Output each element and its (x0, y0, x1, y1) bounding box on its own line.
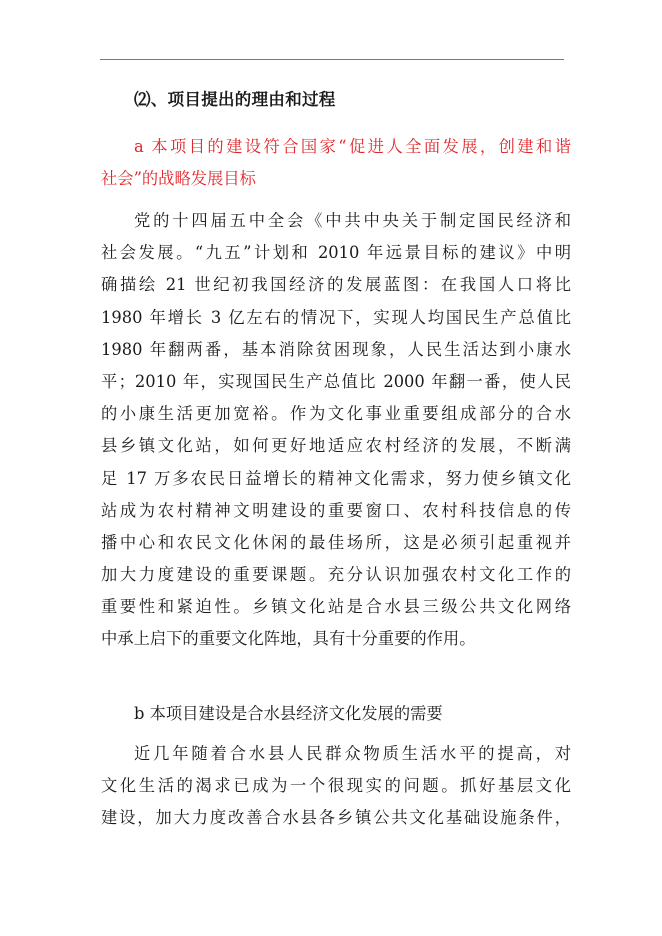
text-line: 的小康生活更加宽裕。作为文化事业重要组成部分的合水 (101, 404, 571, 424)
text-line: 平；2010 年，实现国民生产总值比 2000 年翻一番，使人民 (101, 371, 571, 391)
text-line: 站成为农村精神文明建设的重要窗口、农村科技信息的传 (101, 500, 571, 520)
text-line: 足 17 万多农民日益增长的精神文化需求，努力使乡镇文化 (101, 468, 571, 488)
text-line: b 本项目建设是合水县经济文化发展的需要 (134, 704, 443, 723)
point-a-paragraph (101, 131, 571, 195)
text-line: 播中心和农民文化休闲的最佳场所，这是必须引起重视并 (101, 532, 571, 552)
header-rule (100, 59, 564, 60)
text-line: 社会发展。“九五”计划和 2010 年远景目标的建议》中明 (101, 243, 571, 263)
text-line: 县乡镇文化站，如何更好地适应农村经济的发展，不断满 (101, 436, 571, 456)
last-paragraph (101, 738, 571, 835)
text-line: 近几年随着合水县人民群众物质生活水平的提高，对 (134, 744, 571, 763)
text-line: 加大力度建设的重要课题。充分认识加强农村文化工作的 (101, 565, 571, 585)
section-heading: ⑵、项目提出的理由和过程 (134, 90, 336, 109)
text-line: 党的十四届五中全会《中共中央关于制定国民经济和 (134, 211, 571, 230)
text-line: 1980 年翻两番，基本消除贫困现象，人民生活达到小康水 (101, 339, 571, 359)
text-line: 中承上启下的重要文化阵地，具有十分重要的作用。 (101, 629, 476, 649)
text-line: a 本项目的建设符合国家“促进人全面发展，创建和谐 (134, 137, 571, 156)
text-line: 建设，加大力度改善合水县各乡镇公共文化基础设施条件， (101, 808, 571, 828)
text-line: 确描绘 21 世纪初我国经济的发展蓝图：在我国人口将比 (101, 275, 571, 295)
main-paragraph (101, 205, 571, 656)
text-line: 文化生活的渴求已成为一个很现实的问题。抓好基层文化 (101, 776, 571, 796)
text-line: 1980 年增长 3 亿左右的情况下，实现人均国民生产总值比 (101, 307, 571, 327)
point-b-paragraph (101, 698, 571, 730)
text-line: 社会”的战略发展目标 (101, 169, 256, 189)
text-line: 重要性和紧迫性。乡镇文化站是合水县三级公共文化网络 (101, 597, 571, 617)
